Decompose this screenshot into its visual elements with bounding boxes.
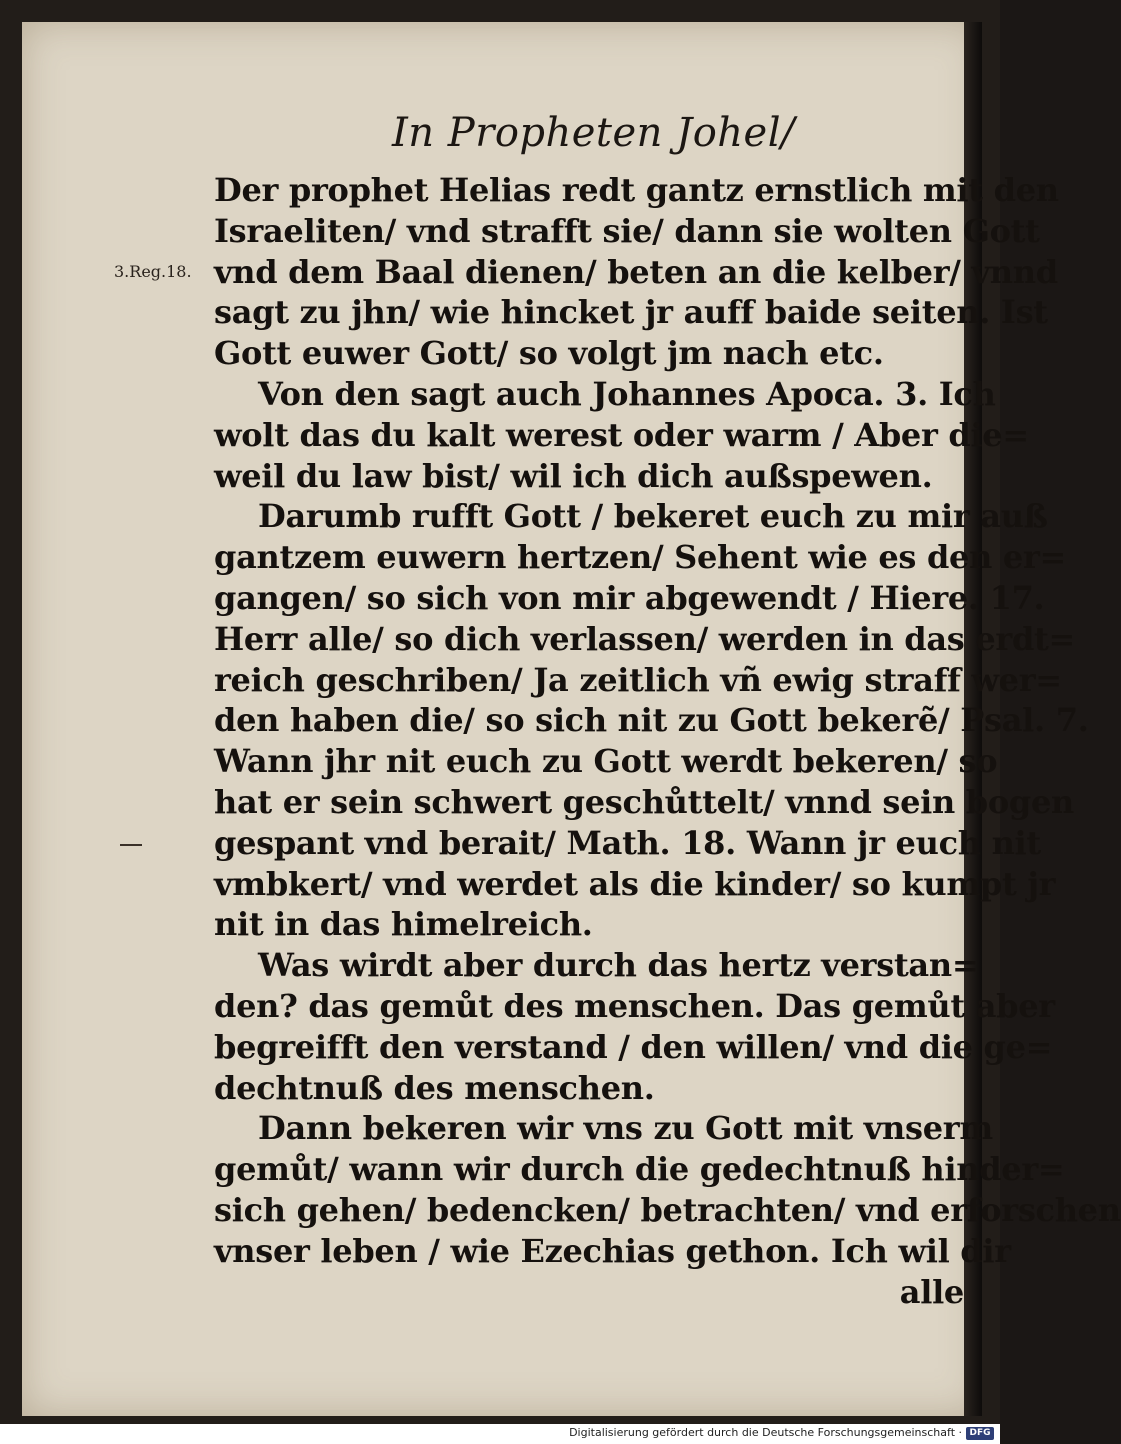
text-line: Gott euwer Gott/ so volgt jm nach etc. bbox=[214, 334, 884, 373]
text-line: weil du law bist/ wil ich dich außspewen. bbox=[214, 456, 933, 495]
margin-mark bbox=[120, 844, 142, 846]
dfg-logo: DFG bbox=[966, 1427, 994, 1440]
text-line: reich geschriben/ Ja zeitlich vñ ewig straff wer= bbox=[214, 660, 1062, 699]
text-line: Herr alle/ so dich verlassen/ werden in das erdt= bbox=[214, 619, 1076, 658]
text-line: Darumb rufft Gott / bekeret euch zu mir auß bbox=[258, 497, 1048, 536]
text-line: sagt zu jhn/ wie hincket jr auff baide seiten. Ist bbox=[214, 293, 1048, 332]
footer-bar bbox=[0, 1424, 1000, 1444]
text-line: gemůt/ wann wir durch die gedechtnuß hinder= bbox=[214, 1150, 1065, 1189]
body-text bbox=[214, 170, 1121, 1312]
text-line: hat er sein schwert geschůttelt/ vnnd sein bogen bbox=[214, 782, 1075, 821]
text-line: vmbkert/ vnd werdet als die kinder/ so kumpt jr bbox=[214, 864, 1056, 903]
text-line: Von den sagt auch Johannes Apoca. 3. Ich bbox=[258, 374, 996, 413]
text-line: sich gehen/ bedencken/ betrachten/ vnd erforschen bbox=[214, 1190, 1121, 1229]
text-line: nit in das himelreich. bbox=[214, 905, 593, 944]
text-line: den? das gemůt des menschen. Das gemůt aber bbox=[214, 986, 1055, 1025]
text-line: Was wirdt aber durch das hertz verstan= bbox=[258, 946, 979, 985]
catchword: alle bbox=[899, 1272, 964, 1311]
text-line: gespant vnd berait/ Math. 18. Wann jr euch nit bbox=[214, 823, 1041, 862]
text-line: gangen/ so sich von mir abgewendt / Hiere. 17. bbox=[214, 578, 1045, 617]
text-line: begreifft den verstand / den willen/ vnd die ge= bbox=[214, 1027, 1053, 1066]
running-head: In Propheten Johel/ bbox=[392, 110, 795, 156]
text-line: vnser leben / wie Ezechias gethon. Ich wil dir bbox=[214, 1231, 1011, 1270]
text-line: gantzem euwern hertzen/ Sehent wie es den er= bbox=[214, 538, 1067, 577]
text-line: wolt das du kalt werest oder warm / Aber die= bbox=[214, 415, 1029, 454]
text-line: Dann bekeren wir vns zu Gott mit vnserm bbox=[258, 1109, 993, 1148]
text-line: vnd dem Baal dienen/ beten an die kelber/ vnnd bbox=[214, 252, 1058, 291]
funding-notice: Digitalisierung gefördert durch die Deutsche Forschungsgemeinschaft · bbox=[569, 1426, 962, 1439]
text-line: dechtnuß des menschen. bbox=[214, 1068, 655, 1107]
text-line: den haben die/ so sich nit zu Gott bekerẽ/ Psal. 7. bbox=[214, 701, 1089, 740]
margin-note: 3.Reg.18. bbox=[114, 262, 192, 281]
text-line: Der prophet Helias redt gantz ernstlich mit den bbox=[214, 171, 1059, 209]
text-line: Israeliten/ vnd strafft sie/ dann sie wolten Gott bbox=[214, 211, 1040, 250]
text-line: Wann jhr nit euch zu Gott werdt bekeren/ so bbox=[214, 742, 998, 781]
book-page bbox=[22, 22, 1121, 1416]
